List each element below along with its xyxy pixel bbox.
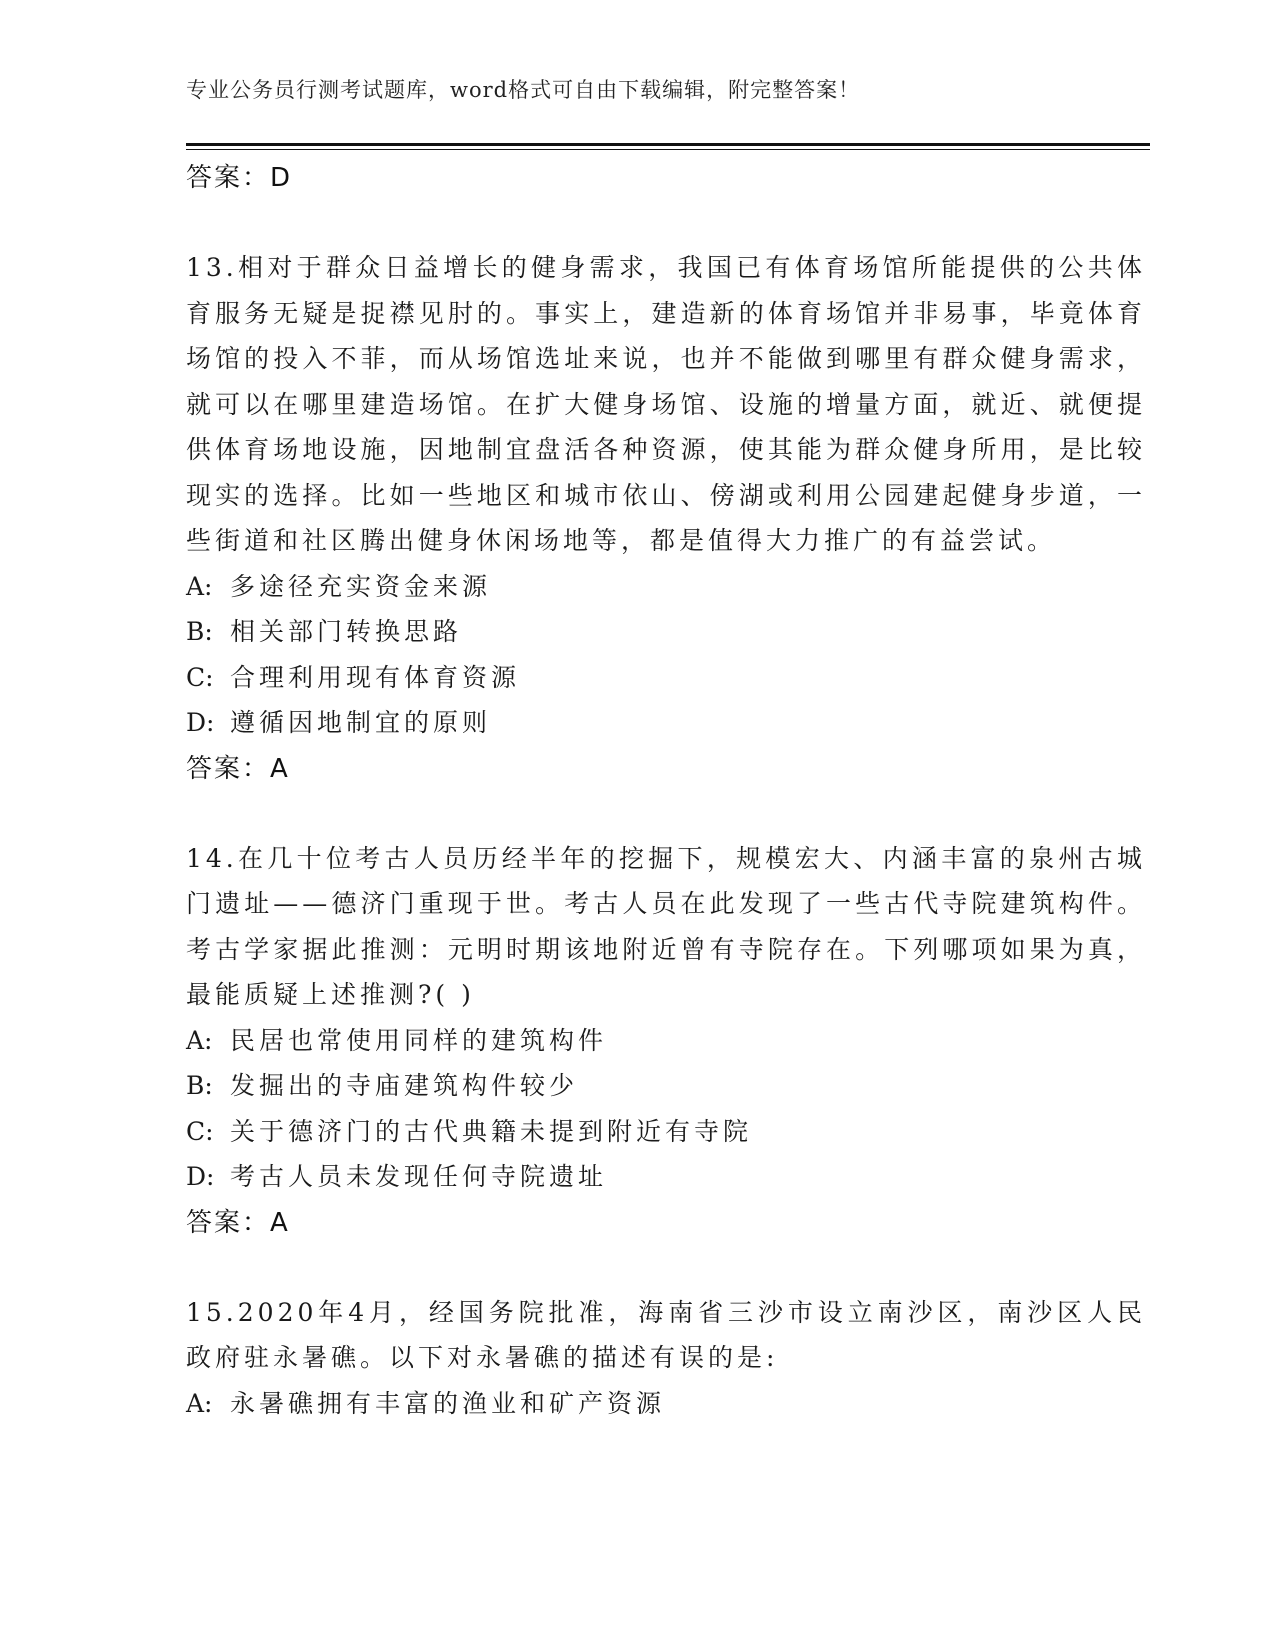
page-header: 专业公务员行测考试题库，word格式可自由下载编辑，附完整答案！ <box>186 78 861 102</box>
option-a <box>186 1381 1146 1427</box>
option-text: 考古人员未发现任何寺院遗址 <box>230 1162 608 1191</box>
option-list <box>186 1381 1146 1427</box>
question-15 <box>186 1290 1146 1427</box>
header-rule-thin <box>186 149 1150 150</box>
question-stem: 14.在几十位考古人员历经半年的挖掘下，规模宏大、内涵丰富的泉州古城门遗址——德济门重现于世。考古人员在此发现了一些古代寺院建筑构件。考古学家据此推测：元明时期该地附近曾有寺院存在。下列哪项如果为真，最能质疑上述推测?( ) <box>186 843 1146 1009</box>
question-stem: 15.2020年4月，经国务院批准，海南省三沙市设立南沙区，南沙区人民政府驻永暑礁。以下对永暑礁的描述有误的是: <box>186 1297 1146 1372</box>
option-text: 遵循因地制宜的原则 <box>230 708 492 737</box>
option-key: B: <box>186 1071 213 1100</box>
option-c <box>186 655 1146 701</box>
answer-line: 答案：A <box>186 753 290 784</box>
option-a <box>186 1018 1146 1064</box>
option-text: 关于德济门的古代典籍未提到附近有寺院 <box>230 1116 753 1146</box>
option-list <box>186 1018 1146 1200</box>
option-key: D: <box>186 1162 215 1191</box>
question-14 <box>186 836 1146 1246</box>
option-key: A: <box>186 1025 213 1055</box>
option-text: 合理利用现有体育资源 <box>230 662 521 692</box>
option-key: C: <box>186 662 214 692</box>
option-text: 相关部门转换思路 <box>230 617 463 646</box>
question-13 <box>186 245 1146 792</box>
option-text: 发掘出的寺庙建筑构件较少 <box>230 1071 579 1100</box>
option-d <box>186 1154 1146 1200</box>
answer-line: 答案：D <box>186 163 293 193</box>
document-body <box>186 155 1146 1426</box>
option-text: 民居也常使用同样的建筑构件 <box>230 1025 608 1055</box>
option-key: C: <box>186 1116 214 1146</box>
option-text: 永暑礁拥有丰富的渔业和矿产资源 <box>230 1388 666 1418</box>
option-key: B: <box>186 617 213 646</box>
option-c <box>186 1109 1146 1155</box>
option-key: A: <box>186 1388 213 1418</box>
option-a <box>186 564 1146 610</box>
option-text: 多途径充实资金来源 <box>230 571 492 601</box>
answer-line: 答案：A <box>186 1207 290 1238</box>
option-key: A: <box>186 571 213 601</box>
option-key: D: <box>186 708 215 737</box>
option-b <box>186 1063 1146 1109</box>
option-b <box>186 609 1146 655</box>
option-d <box>186 700 1146 746</box>
header-rule-thick <box>186 143 1150 146</box>
question-stem: 13.相对于群众日益增长的健身需求，我国已有体育场馆所能提供的公共体育服务无疑是捉襟见肘的。事实上，建造新的体育场馆并非易事，毕竟体育场馆的投入不菲，而从场馆选址来说，也并不能做到哪里有群众健身需求，就可以在哪里建造场馆。在扩大健身场馆、设施的增量方面，就近、就便提供体育场地设施，因地制宜盘活各种资源，使其能为群众健身所用，是比较现实的选择。比如一些地区和城市依山、傍湖或利用公园建起健身步道，一些街道和社区腾出健身休闲场地等，都是值得大力推广的有益尝试。 <box>186 253 1146 555</box>
option-list <box>186 564 1146 746</box>
